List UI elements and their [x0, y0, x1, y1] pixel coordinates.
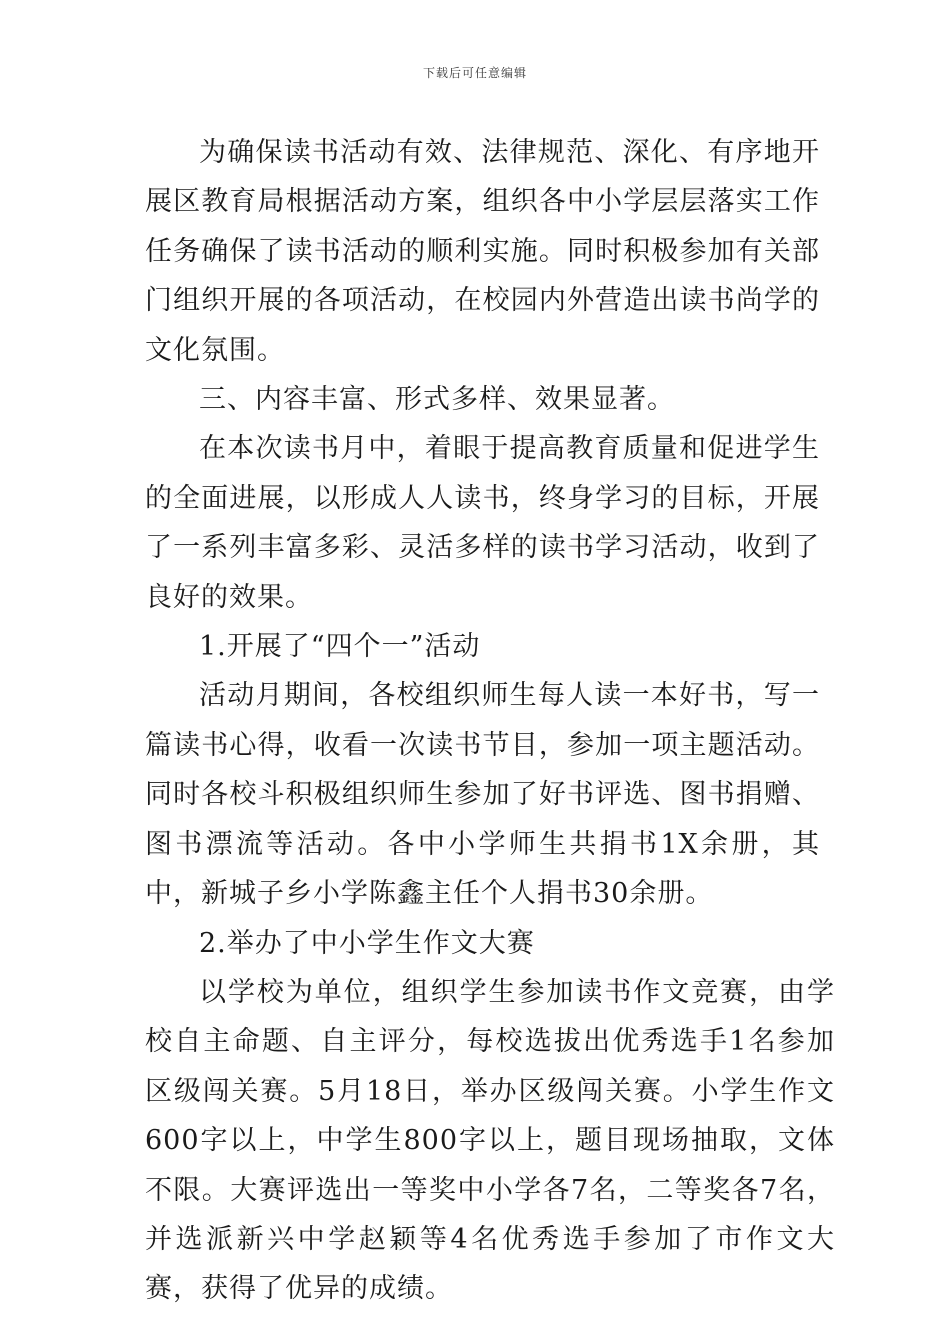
paragraph-implementation: 为确保读书活动有效、法律规范、深化、有序地开展区教育局根据活动方案，组织各中小学层层落实工作任务确保了读书活动的顺利实施。同时积极参加有关部门组织开展的各项活动，在校园内外营造出读书尚学的文化氛围。	[145, 137, 820, 366]
subheading-essay-contest: 2.举办了中小学生作文大赛	[199, 927, 535, 959]
document-body	[145, 128, 835, 1314]
paragraph-four-ones: 活动月期间，各校组织师生每人读一本好书，写一篇读书心得，收看一次读书节目，参加一项主题活动。同时各校斗积极组织师生参加了好书评选、图书捐赠、图书漂流等活动。各中小学师生共捐书1X余册，其中，新城子乡小学陈鑫主任个人捐书30余册。	[145, 680, 820, 910]
page-header-note: 下载后可任意编辑	[422, 66, 527, 80]
subheading-four-ones: 1.开展了“四个一”活动	[199, 631, 481, 663]
paragraph-reading-month: 在本次读书月中，着眼于提高教育质量和促进学生的全面进展，以形成人人读书，终身学习的目标，开展了一系列丰富多彩、灵活多样的读书学习活动，收到了良好的效果。	[145, 433, 820, 613]
paragraph-essay-contest: 以学校为单位，组织学生参加读书作文竞赛，由学校自主命题、自主评分，每校选拔出优秀选手1名参加区级闯关赛。5月18日，举办区级闯关赛。小学生作文600字以上，中学生800字以上，题目现场抽取，文体不限。大赛评选出一等奖中小学各7名，二等奖各7名，并选派新兴中学赵颖等4名优秀选手参加了市作文大赛，获得了优异的成绩。	[145, 976, 835, 1305]
section-heading-three: 三、内容丰富、形式多样、效果显著。	[199, 384, 675, 416]
